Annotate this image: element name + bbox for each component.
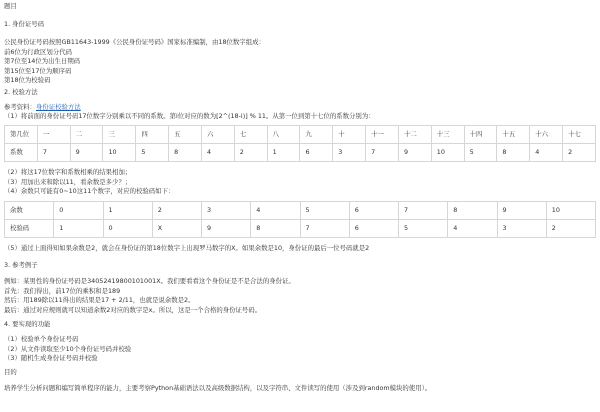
table-cell: 十五 <box>497 126 530 144</box>
reference-label: 参考资料： <box>4 103 36 111</box>
table-cell: 1 <box>267 144 300 162</box>
table-cell: 2 <box>152 202 201 220</box>
list-item: （1）校验单个身份证号码 <box>4 335 79 343</box>
table-cell: 4 <box>251 202 300 220</box>
table-row <box>5 220 596 238</box>
section-1-body <box>4 38 596 86</box>
paragraph-line: 第18位为校验码 <box>4 76 51 84</box>
page-title: 题目 <box>4 2 17 10</box>
table-cell: 十六 <box>530 126 563 144</box>
steps-2-4 <box>4 168 596 197</box>
purpose-text: 培养学生分析问题和编写简单程序的能力，主要考察Python基础语法以及高级数据结构，以及字符串、文件读写的使用（涉及到random模块的使用）。 <box>4 384 432 392</box>
table-cell: X <box>152 220 201 238</box>
table-cell: 5 <box>136 144 169 162</box>
table-cell: 10 <box>103 144 136 162</box>
paragraph-line: 首先：我们得出，前17位的乘积和是189 <box>4 286 121 295</box>
table-cell: 十三 <box>431 126 464 144</box>
table-cell: 2 <box>563 144 596 162</box>
section-4-body <box>4 335 596 364</box>
table-cell: 9 <box>497 202 546 220</box>
step-5-text: （5）通过上面得知如果余数是2，就会在身份证的第18位数字上出现罗马数字的X。如果余数是10，身份证的最后一位号码就是2 <box>4 244 370 252</box>
table-cell: 8 <box>448 202 497 220</box>
table-cell: 3 <box>497 220 546 238</box>
table-cell: 余数 <box>5 202 54 220</box>
table-cell: 9 <box>70 144 103 162</box>
table-cell: 八 <box>267 126 300 144</box>
table-cell: 十七 <box>563 126 596 144</box>
section-3-body <box>4 277 596 315</box>
section-4-heading: 4. 要实现的功能 <box>4 320 51 328</box>
list-item: （2）从文件读取至少10个身份证号码并校验 <box>4 344 132 353</box>
table-cell: 三 <box>103 126 136 144</box>
table-cell: 8 <box>251 220 300 238</box>
table-cell: 4 <box>448 220 497 238</box>
section-2-heading: 2. 校验方法 <box>4 88 38 96</box>
table-cell: 1 <box>103 202 152 220</box>
table-cell: 五 <box>169 126 202 144</box>
table-cell: 4 <box>201 144 234 162</box>
table-cell: 6 <box>349 202 398 220</box>
table-cell: 四 <box>136 126 169 144</box>
table-cell: 10 <box>431 144 464 162</box>
table-row <box>5 202 596 220</box>
paragraph-line: 最后：通过对应规则就可以知道余数2对应的数字是x。所以，这是一个合格的身份证号码。 <box>4 305 262 314</box>
table-cell: 3 <box>333 144 366 162</box>
table-cell: 2 <box>546 220 595 238</box>
step-4-text: （4）余数只可能有0~10这11个数字，对应的校验码如下： <box>4 187 175 195</box>
paragraph-line: 然后：用189除以11得出的结果是17 + 2/11，也就是说余数是2。 <box>4 296 195 304</box>
purpose-heading: 目的 <box>4 368 17 376</box>
table-cell: 9 <box>398 144 431 162</box>
table-cell: 7 <box>300 220 349 238</box>
table-cell: 十二 <box>398 126 431 144</box>
table-cell: 7 <box>37 144 70 162</box>
table-cell: 九 <box>300 126 333 144</box>
paragraph-line: 第15位至17位为顺序码 <box>4 66 72 75</box>
table-cell: 十一 <box>366 126 399 144</box>
table-cell: 3 <box>202 202 251 220</box>
list-item: （3）随机生成身份证号码并校验 <box>4 354 98 362</box>
table-cell: 8 <box>169 144 202 162</box>
paragraph-line: 前6位为行政区划分代码 <box>4 47 72 56</box>
table-cell: 十四 <box>464 126 497 144</box>
table-cell: 0 <box>54 202 103 220</box>
step-3-text: （3）用加出来和除以11，看余数是多少？； <box>4 177 132 186</box>
table-cell: 1 <box>54 220 103 238</box>
table-cell: 2 <box>234 144 267 162</box>
coefficient-table <box>4 125 596 162</box>
paragraph-line: 公民身份证号码按照GB11643-1999《公民身份证号码》国家标准编制，由18位数字组成： <box>4 38 265 46</box>
section-1-heading: 1. 身份证号码 <box>4 20 45 28</box>
table-cell: 校验码 <box>5 220 54 238</box>
paragraph-line: 第7位至14位为出生日期码 <box>4 57 81 65</box>
table-row <box>5 126 596 144</box>
table-cell: 二 <box>70 126 103 144</box>
table-cell: 6 <box>349 220 398 238</box>
table-cell: 4 <box>530 144 563 162</box>
table-cell: 六 <box>201 126 234 144</box>
paragraph-line: 例如：某男性的身份证号码是34052419800101001X。我们要看看这个身份证是不是合法的身份证。 <box>4 277 295 285</box>
table-cell: 第几位 <box>5 126 38 144</box>
table-cell: 十 <box>333 126 366 144</box>
table-cell: 10 <box>546 202 595 220</box>
reference-link[interactable]: 身份证校验方法 <box>35 103 81 111</box>
table-cell: 一 <box>37 126 70 144</box>
step-2-text: （2）将这17位数字和系数相乘的结果相加； <box>4 168 132 176</box>
table-cell: 七 <box>234 126 267 144</box>
table-row <box>5 144 596 162</box>
step-1-text: （1）将前面的身份证号码17位数字分别乘以不同的系数。第i位对应的数为[2^(18-i)] % 11。从第一位到第十七位的系数分别为： <box>4 112 375 120</box>
table-cell: 5 <box>399 220 448 238</box>
table-cell: 7 <box>366 144 399 162</box>
table-cell: 5 <box>464 144 497 162</box>
table-cell: 7 <box>399 202 448 220</box>
section-3-heading: 3. 参考例子 <box>4 261 38 269</box>
table-cell: 系数 <box>5 144 38 162</box>
table-cell: 6 <box>300 144 333 162</box>
check-code-table <box>4 201 596 238</box>
table-cell: 0 <box>103 220 152 238</box>
table-cell: 9 <box>202 220 251 238</box>
table-cell: 5 <box>300 202 349 220</box>
table-cell: 8 <box>497 144 530 162</box>
